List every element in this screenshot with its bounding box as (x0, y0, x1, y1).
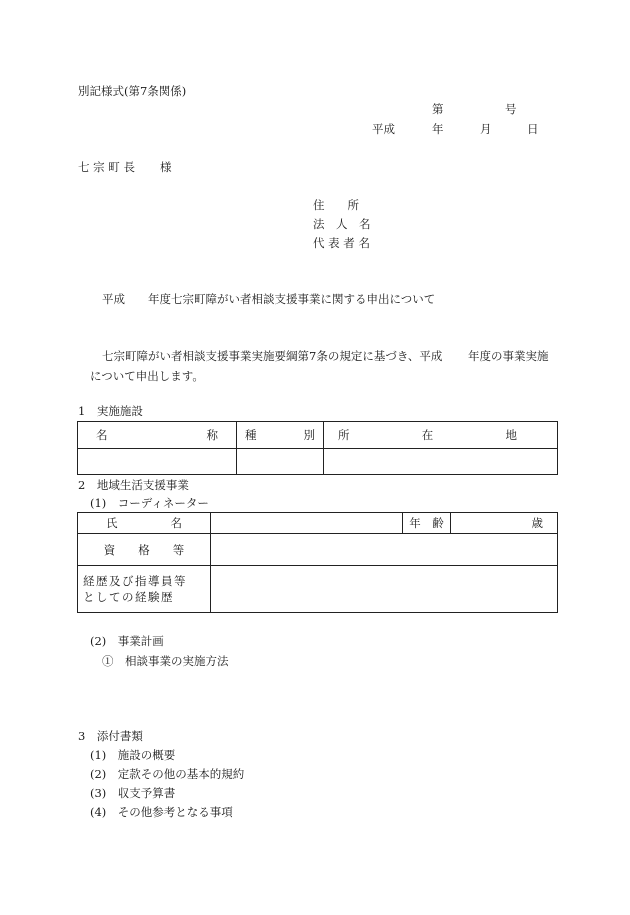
number-go: 号 (505, 102, 517, 116)
coordinator-name-label: 氏 名 (78, 513, 211, 534)
facility-type-field[interactable] (237, 449, 324, 475)
coordinator-qualification-field[interactable] (211, 534, 558, 566)
applicant-address-label: 住 所 (313, 198, 359, 212)
date-day: 日 (527, 122, 539, 136)
facility-type-header: 種 別 (237, 422, 324, 449)
attachment-item: (4) その他参考となる事項 (90, 805, 233, 819)
form-title: 別記様式(第7条関係) (78, 84, 187, 98)
facility-address-field[interactable] (324, 449, 558, 475)
coordinator-age-label: 年 齢 (403, 513, 451, 534)
facility-address-header: 所 在 地 (324, 422, 558, 449)
section3-title: 3 添付書類 (78, 729, 143, 743)
date-year: 年 (432, 122, 444, 136)
addressee-sama: 様 (160, 160, 172, 174)
date-month: 月 (480, 122, 492, 136)
attachment-item: (1) 施設の概要 (90, 748, 176, 762)
facility-name-field[interactable] (78, 449, 237, 475)
applicant-corp-label: 法 人 名 (313, 217, 371, 231)
date-era: 平成 (372, 122, 395, 136)
subject-era: 平成 (102, 292, 125, 306)
coordinator-history-field[interactable] (211, 566, 558, 613)
section2-sub2: (2) 事業計画 (90, 634, 164, 648)
coordinator-name-field[interactable] (211, 513, 403, 534)
section2-sub2-item: ① 相談事業の実施方法 (102, 654, 229, 668)
addressee-name: 七 宗 町 長 (78, 160, 135, 174)
subject-text: 年度七宗町障がい者相談支援事業に関する申出について (148, 292, 436, 306)
section2-title: 2 地域生活支援事業 (78, 478, 189, 492)
number-dai: 第 (432, 102, 444, 116)
body-line2: について申出します。 (90, 369, 204, 383)
attachment-item: (2) 定款その他の基本的規約 (90, 767, 245, 781)
applicant-rep-label: 代 表 者 名 (313, 236, 370, 250)
coordinator-history-label: 経歴及び指導員等 としての経験歴 (78, 566, 211, 613)
facility-name-header: 名 称 (78, 422, 237, 449)
attachment-item: (3) 収支予算書 (90, 786, 176, 800)
coordinator-table (77, 512, 558, 613)
body-line1-a: 七宗町障がい者相談支援事業実施要綱第7条の規定に基づき、平成 (102, 349, 443, 363)
section1-title: 1 実施施設 (78, 404, 143, 418)
body-line1-b: 年度の事業実施 (468, 349, 549, 363)
coordinator-qualification-label: 資 格 等 (78, 534, 211, 566)
coordinator-age-field[interactable] (451, 513, 558, 534)
section2-sub1: (1) コーディネーター (90, 496, 209, 510)
facility-table (77, 421, 558, 475)
age-unit: 歳 (531, 516, 543, 530)
